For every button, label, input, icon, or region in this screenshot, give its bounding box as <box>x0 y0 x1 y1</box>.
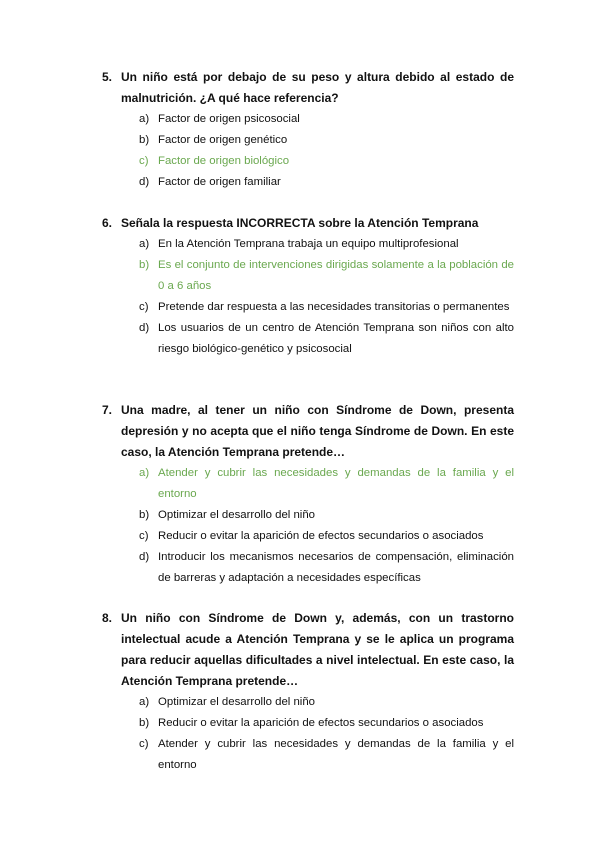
option-c-correct <box>139 151 514 172</box>
option-text: Reducir o evitar la aparición de efectos secundarios o asociados <box>158 530 484 542</box>
option-text: Es el conjunto de intervenciones dirigidas solamente a la población de 0 a 6 años <box>158 259 514 292</box>
option-text: Atender y cubrir las necesidades y demandas de la familia y el entorno <box>158 467 514 500</box>
option-letter: b) <box>139 259 150 271</box>
option-letter: d) <box>139 176 150 188</box>
option-letter: b) <box>139 717 150 729</box>
option-b-correct <box>139 255 514 297</box>
question-number: 7. <box>102 403 113 417</box>
question-7 <box>102 400 514 589</box>
option-letter: d) <box>139 551 150 563</box>
option-letter: c) <box>139 530 149 542</box>
option-b <box>139 505 514 526</box>
question-number: 6. <box>102 216 113 230</box>
option-text: Pretende dar respuesta a las necesidades transitorias o permanentes <box>158 301 510 313</box>
option-text: Factor de origen psicosocial <box>158 113 300 125</box>
option-letter: a) <box>139 467 150 479</box>
option-letter: c) <box>139 301 149 313</box>
options-list <box>139 109 514 193</box>
question-text: Un niño con Síndrome de Down y, además, con un trastorno intelectual acude a Atención Temprana y se le aplica un programa para reducir aquellas dificultades a nivel intelectual. En este caso, la Atención Temprana pretende… <box>121 611 514 688</box>
options-list <box>139 463 514 589</box>
option-c <box>139 734 514 776</box>
option-d <box>139 547 514 589</box>
question-stem <box>102 608 514 692</box>
option-letter: a) <box>139 113 150 125</box>
option-d <box>139 318 514 360</box>
question-text: Un niño está por debajo de su peso y altura debido al estado de malnutrición. ¿A qué hace referencia? <box>121 70 514 105</box>
option-letter: b) <box>139 134 150 146</box>
option-text: Optimizar el desarrollo del niño <box>158 509 316 521</box>
option-text: Factor de origen familiar <box>158 176 281 188</box>
question-number: 8. <box>102 611 113 625</box>
option-letter: b) <box>139 509 150 521</box>
option-b <box>139 130 514 151</box>
option-a <box>139 234 514 255</box>
option-text: Optimizar el desarrollo del niño <box>158 696 316 708</box>
question-stem <box>102 213 514 234</box>
option-d <box>139 172 514 193</box>
question-8 <box>102 608 514 776</box>
question-stem <box>102 67 514 109</box>
question-text: Señala la respuesta INCORRECTA sobre la Atención Temprana <box>121 216 479 230</box>
option-c <box>139 526 514 547</box>
option-a <box>139 692 514 713</box>
option-text: Los usuarios de un centro de Atención Temprana son niños con alto riesgo biológico-genético y psicosocial <box>158 322 514 355</box>
option-letter: c) <box>139 155 149 167</box>
question-number: 5. <box>102 70 113 84</box>
option-c <box>139 297 514 318</box>
option-letter: a) <box>139 238 150 250</box>
question-text: Una madre, al tener un niño con Síndrome de Down, presenta depresión y no acepta que el niño tenga Síndrome de Down. En este caso, la Atención Temprana pretende… <box>121 403 514 459</box>
option-text: Factor de origen biológico <box>158 155 290 167</box>
option-a <box>139 109 514 130</box>
option-letter: c) <box>139 738 149 750</box>
option-b <box>139 713 514 734</box>
option-text: Atender y cubrir las necesidades y demandas de la familia y el entorno <box>158 738 514 771</box>
option-text: Reducir o evitar la aparición de efectos secundarios o asociados <box>158 717 484 729</box>
option-text: Introducir los mecanismos necesarios de compensación, eliminación de barreras y adaptación a necesidades específicas <box>158 551 514 584</box>
question-6 <box>102 213 514 360</box>
options-list <box>139 692 514 776</box>
question-stem <box>102 400 514 463</box>
question-5 <box>102 67 514 193</box>
option-text: En la Atención Temprana trabaja un equipo multiprofesional <box>158 238 459 250</box>
option-letter: d) <box>139 322 150 334</box>
option-text: Factor de origen genético <box>158 134 288 146</box>
options-list <box>139 234 514 360</box>
option-letter: a) <box>139 696 150 708</box>
option-a-correct <box>139 463 514 505</box>
